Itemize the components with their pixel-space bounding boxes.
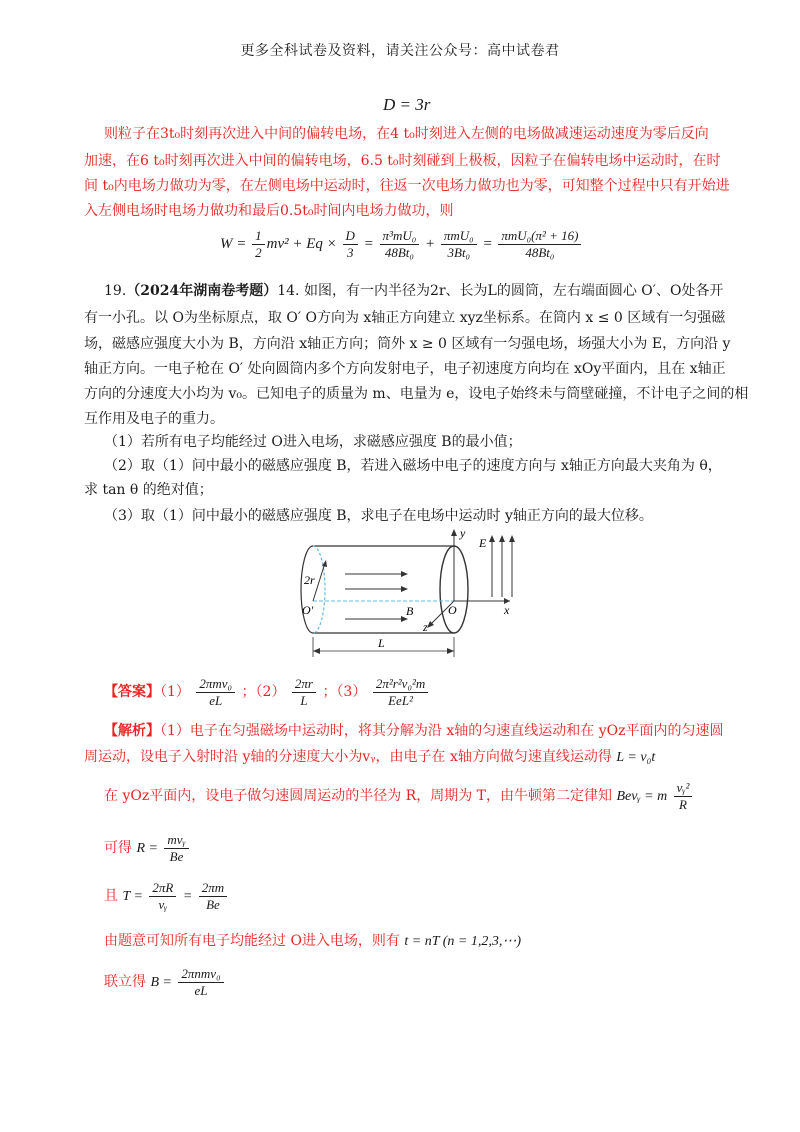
label-y: y — [460, 526, 466, 540]
answer-line: 【答案】（1） $\frac{\text{2πmv₀}}{eL}$ ；（2） $\frac{2\pi r}{L}$ ；（3） $\frac{\text{2π²r²v₀²m}}{\text{EeL²}}$ — [104, 672, 430, 712]
page-header: 更多全科试卷及资料，请关注公众号：高中试卷君 — [240, 43, 560, 59]
problem-line-6: 互作用及电子的重力。 — [84, 411, 224, 427]
label-o-prime: O′ — [302, 603, 314, 617]
question-3: （3）取（1）问中最小的磁感应强度 B，求电子在电场中运动时 y轴正方向的最大位移。 — [104, 508, 653, 524]
solution-line-3: 在 yOz平面内，设电子做匀速圆周运动的半径为 R，周期为 T，由牛顿第二定律知 Bevᵧ = m $\frac{\text{vᵧ²}}{R}$ — [104, 776, 694, 817]
label-b: B — [406, 604, 414, 618]
solution-line-6: 由题意可知所有电子均能经过 O进入电场，则有 t = nT (n = 1,2,3,⋯) — [104, 933, 522, 949]
problem-line-4: 轴正方向。一电子枪在 O′ 处向圆筒内多个方向发射电子，电子初速度方向均在 xOy平面内，且在 x轴正 — [84, 361, 726, 377]
analysis-line-3: 间 t₀内电场力做功为零，在左侧电场中运动时，往返一次电场力做功也为零，可知整个过程中只有开始进 — [84, 178, 730, 194]
solution-line-1: 【解析】（1）电子在匀强磁场中运动时，将其分解为沿 x轴的匀速直线运动和在 yOz平面内的匀速圆 — [104, 723, 724, 739]
label-2r: 2r — [304, 573, 315, 587]
question-2: （2）取（1）问中最小的磁感应强度 B，若进入磁场中电子的速度方向与 x轴正方向最大夹角为 θ， — [104, 458, 722, 474]
analysis-line-4: 入左侧电场时电场力做功和最后0.5t₀时间内电场力做功，则 — [84, 203, 454, 219]
equation-d: D = 3r — [383, 95, 431, 114]
solution-line-4: 可得 R = $\frac{\text{mvᵧ}}{Be}$ — [104, 828, 191, 869]
solution-line-2: 周运动，设电子入射时沿 y轴的分速度大小为vᵧ，由电子在 x轴方向做匀速直线运动得 L = v₀t — [84, 749, 656, 765]
equation-w: W = $\frac{1}{2}$ mv² + Eq × $\frac{D}{3}$ = $\frac{\text{π³mU₀}}{\text{48Bt₀}}$ + $\frac{\text{πmU₀}}{\text{3Bt₀}}$ = $\frac{\text{πmU₀(π² + 16)}}{\text{48Bt₀}}$ — [220, 222, 583, 266]
label-e: E — [479, 536, 487, 550]
label-z: z — [423, 620, 428, 634]
problem-line-1: 19.（2024年湖南卷考题）14. 如图，有一内半径为2r、长为L的圆筒，左右端面圆心 O′、O处各开 — [104, 283, 724, 299]
question-1: （1）若所有电子均能经过 O进入电场，求磁感应强度 B的最小值； — [104, 434, 522, 450]
problem-line-5: 方向的分速度大小均为 v₀。已知电子的质量为 m、电量为 e，设电子始终未与筒壁碰撞，不计电子之间的相 — [84, 386, 749, 402]
analysis-line-1: 则粒子在3t₀时刻再次进入中间的偏转电场，在4 t₀时刻进入左侧的电场做减速运动速度为零后反向 — [104, 126, 709, 142]
problem-line-2: 有一小孔。以 O为坐标原点，取 O′ O方向为 x轴正方向建立 xyz坐标系。在筒内 x ≤ 0 区域有一匀强磁 — [84, 310, 726, 326]
label-l: L — [378, 636, 385, 650]
label-o: O — [448, 603, 457, 617]
solution-line-5: 且 T = $\frac{2\pi R}{\text{vᵧ}}$ = $\frac{2\pi m}{Be}$ — [104, 876, 229, 917]
problem-line-3: 场，磁感应强度大小为 B，方向沿 x轴正方向；筒外 x ≥ 0 区域有一匀强电场，场强大小为 E，方向沿 y — [84, 336, 731, 352]
cylinder-figure — [280, 525, 520, 665]
question-2-cont: 求 tan θ 的绝对值； — [84, 482, 213, 498]
analysis-line-2: 加速，在6 t₀时刻再次进入中间的偏转电场，6.5 t₀时刻碰到上极板，因粒子在偏转电场中运动时，在时 — [84, 153, 721, 169]
label-x: x — [504, 603, 510, 617]
solution-line-7: 联立得 B = $\frac{\text{2πnmv₀}}{eL}$ — [104, 962, 226, 1003]
